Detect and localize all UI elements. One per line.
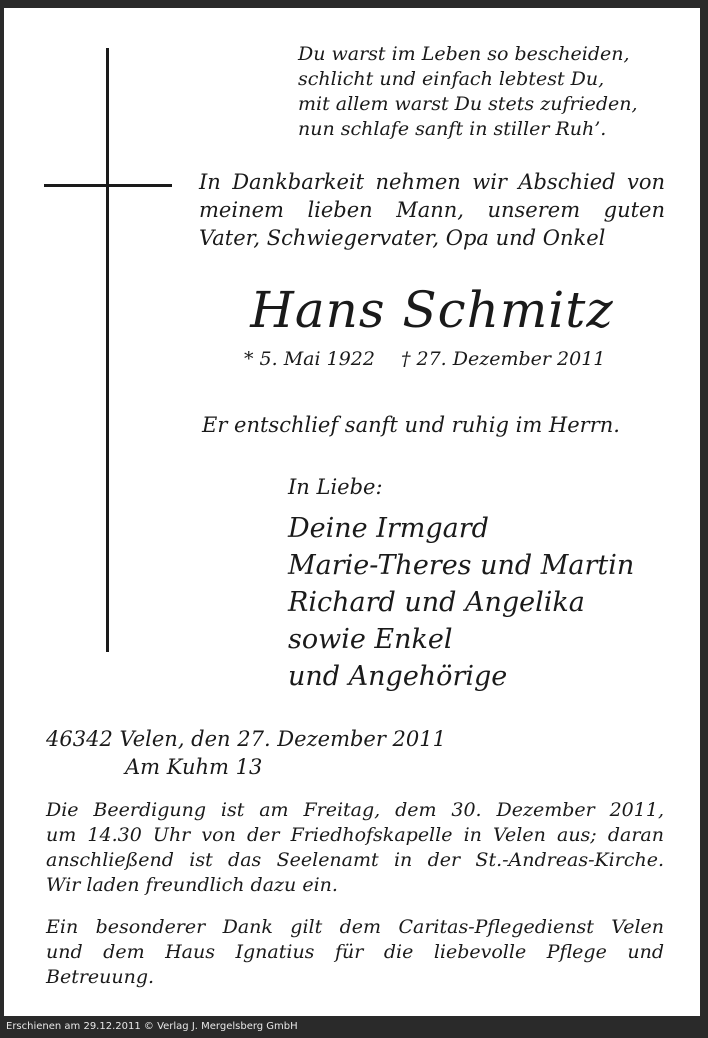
life-dates	[244, 346, 605, 372]
poem	[298, 42, 638, 142]
poem-line: nun schlafe sanft in stiller Ruh’.	[298, 118, 607, 140]
burial-line: Die Beerdigung ist am Freitag, dem 30. Dezember 2011,	[46, 799, 664, 821]
family-member: sowie Enkel	[288, 624, 453, 655]
place-date: 46342 Velen, den 27. Dezember 2011	[46, 727, 447, 751]
publication-footer: Erschienen am 29.12.2011 © Verlag J. Mergelsberg GmbH	[6, 1021, 298, 1032]
family-list	[288, 510, 634, 695]
slept-line: Er entschlief sanft und ruhig im Herrn.	[202, 413, 620, 437]
obituary-card	[4, 8, 700, 1016]
family-member: und Angehörige	[288, 661, 508, 692]
deceased-name: Hans Schmitz	[250, 281, 614, 339]
intro-line: In Dankbarkeit nehmen wir Abschied von	[199, 170, 665, 194]
burial-notice	[46, 798, 664, 898]
cross-horizontal-bar	[44, 184, 172, 187]
cross-vertical-bar	[106, 48, 109, 652]
burial-line: anschließend ist das Seelenamt in der St.-Andreas-Kirche.	[46, 849, 664, 871]
burial-line: um 14.30 Uhr von der Friedhofskapelle in Velen aus; daran	[46, 824, 664, 846]
in-love-label: In Liebe:	[288, 475, 383, 499]
thanks-notice	[46, 915, 664, 990]
birth-date: * 5. Mai 1922	[244, 348, 375, 370]
burial-line: Wir laden freundlich dazu ein.	[46, 874, 338, 896]
poem-line: schlicht und einfach lebtest Du,	[298, 68, 605, 90]
thanks-line: Betreuung.	[46, 966, 155, 988]
family-member: Deine Irmgard	[288, 513, 489, 544]
thanks-line: und dem Haus Ignatius für die liebevolle Pflege und	[46, 941, 664, 963]
poem-line: Du warst im Leben so bescheiden,	[298, 43, 630, 65]
thanks-line: Ein besonderer Dank gilt dem Caritas-Pflegedienst Velen	[46, 916, 664, 938]
address: Am Kuhm 13	[125, 755, 263, 779]
family-member: Richard und Angelika	[288, 587, 585, 618]
poem-line: mit allem warst Du stets zufrieden,	[298, 93, 638, 115]
intro-line: Vater, Schwiegervater, Opa und Onkel	[199, 226, 606, 250]
death-date: † 27. Dezember 2011	[400, 348, 606, 370]
intro-text	[199, 168, 665, 252]
family-member: Marie-Theres und Martin	[288, 550, 635, 581]
intro-line: meinem lieben Mann, unserem guten	[199, 198, 665, 222]
